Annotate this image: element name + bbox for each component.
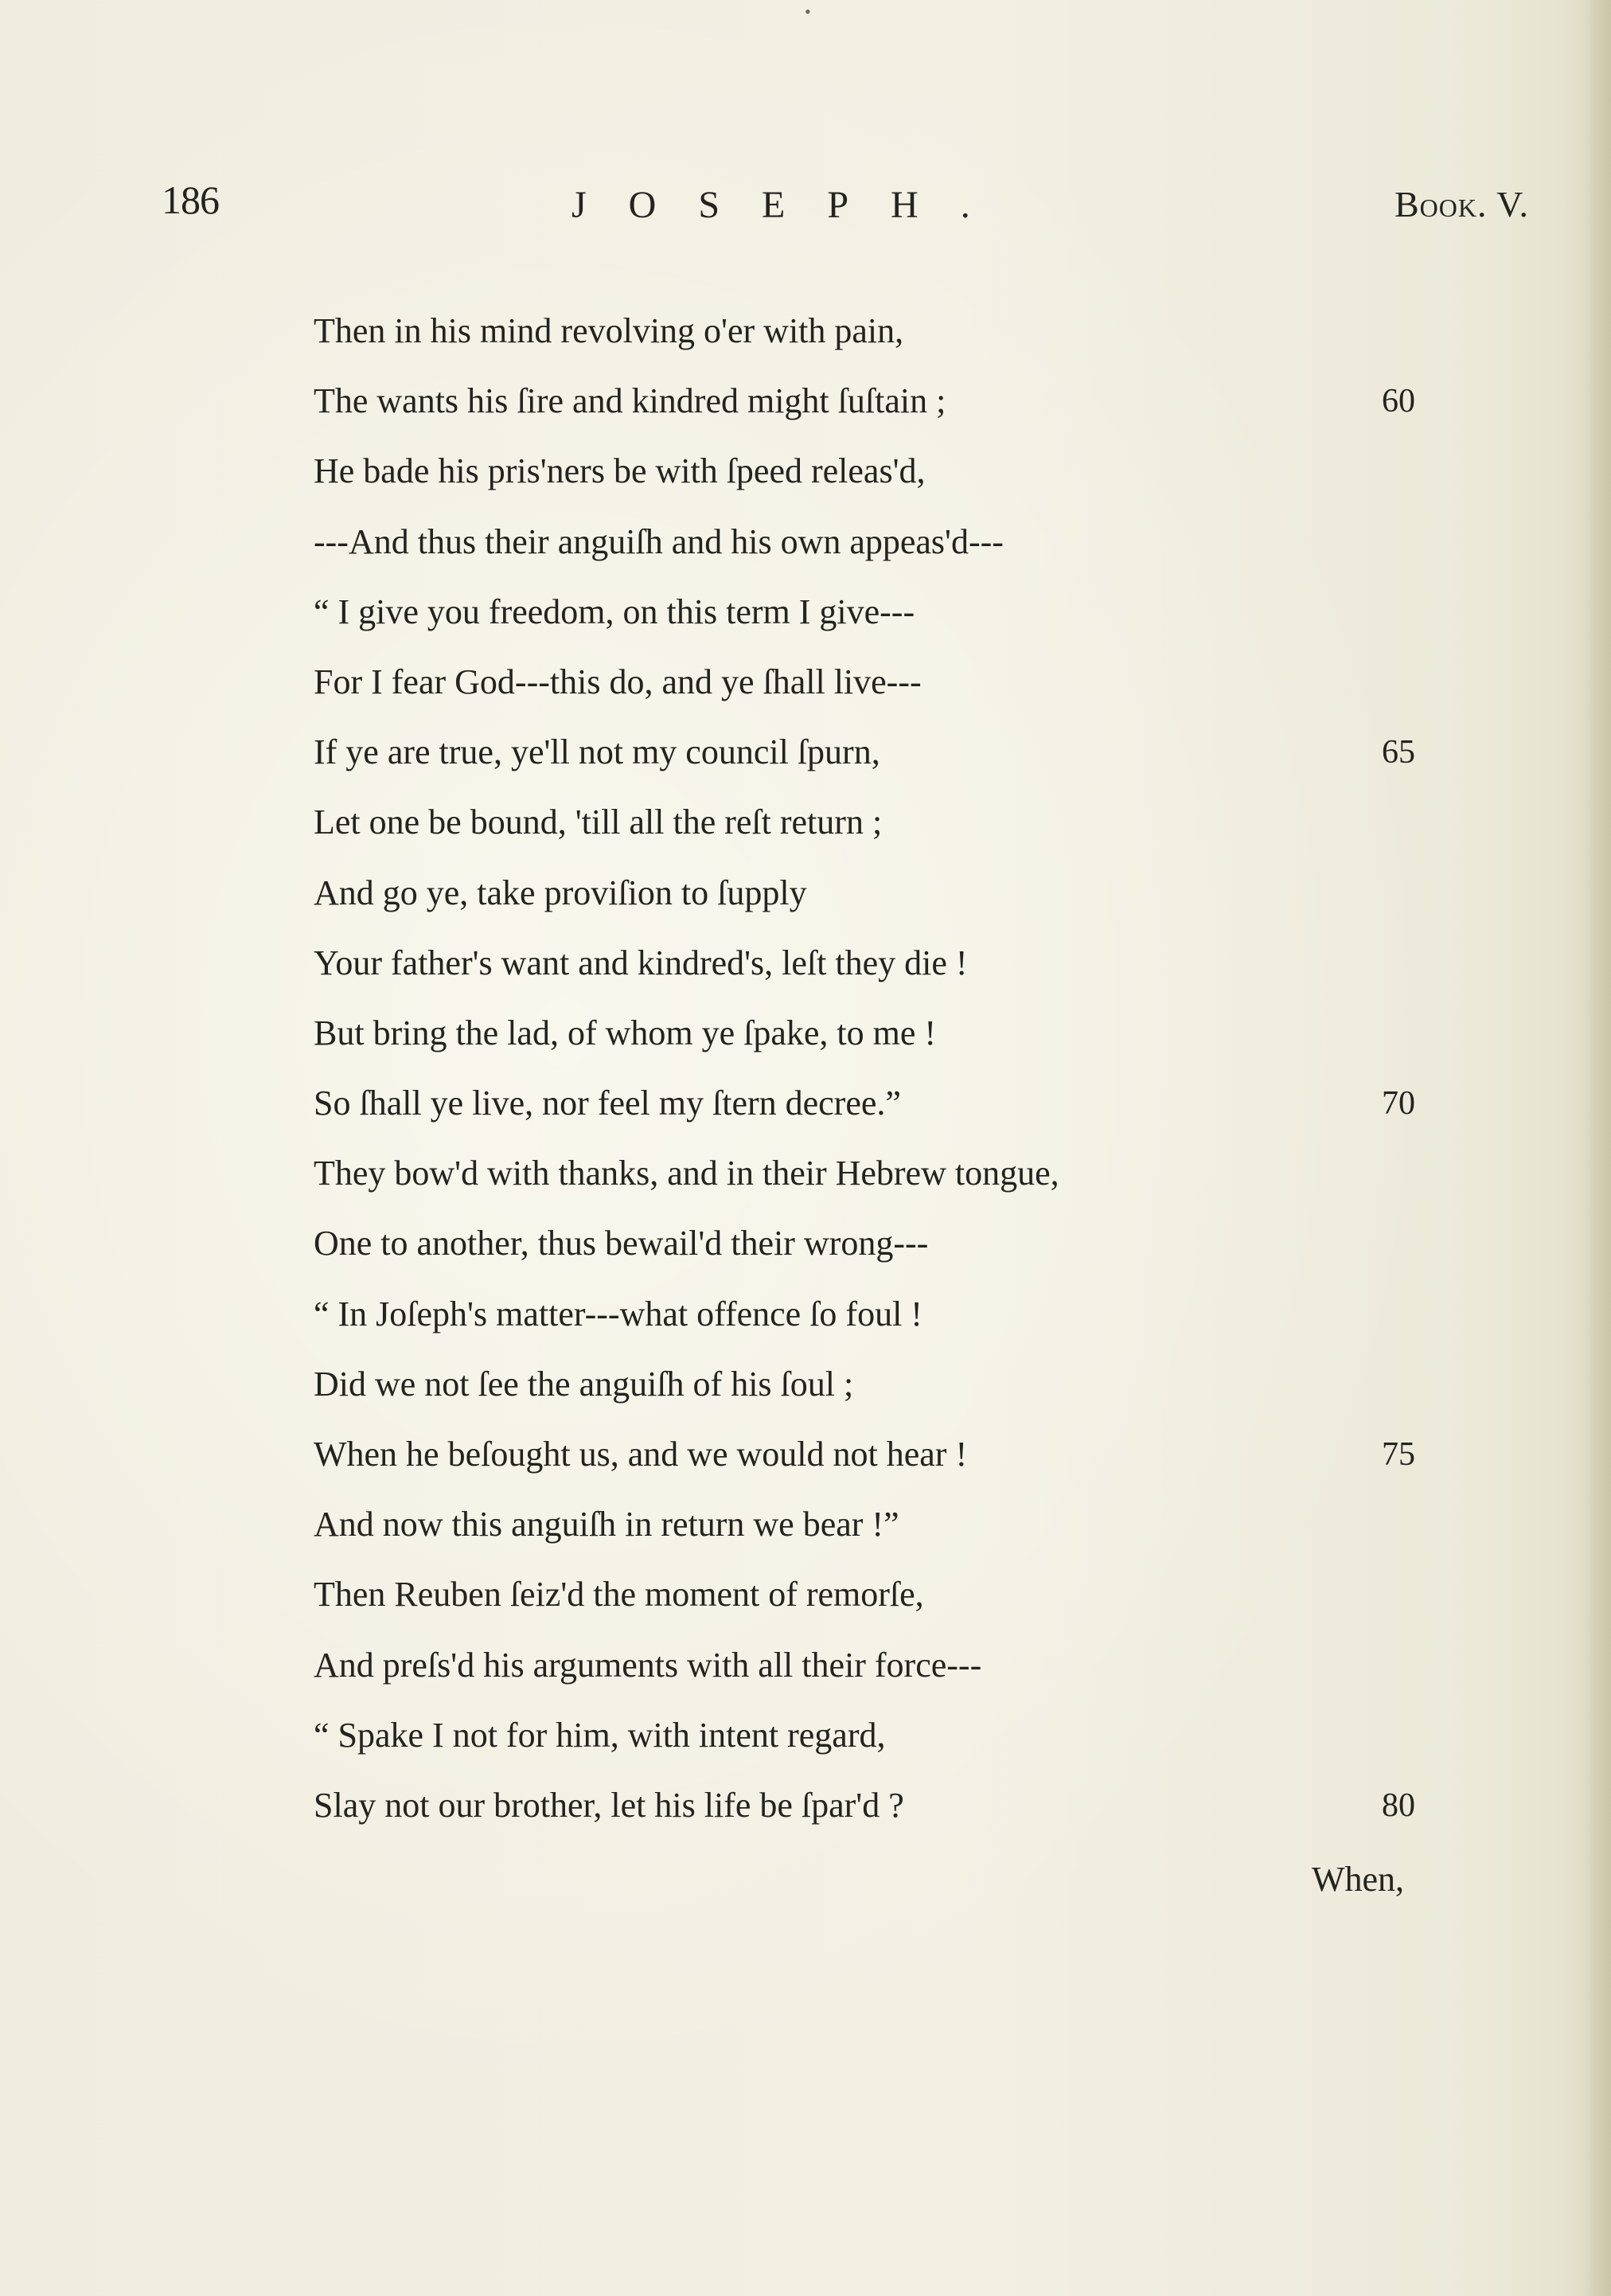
verse-line <box>314 1560 1444 1630</box>
verse-text: He bade his pris'ners be with ſpeed releas'd, <box>314 451 926 491</box>
verse-text: “ In Joſeph's matter---what offence ſo foul ! <box>314 1294 923 1333</box>
verse-text: Did we not ſee the anguiſh of his ſoul ; <box>314 1364 854 1404</box>
verse-text: ---And thus their anguiſh and his own appeas'd--- <box>314 521 1004 561</box>
verse-line <box>314 1279 1444 1349</box>
verse-text: Then in his mind revolving o'er with pain, <box>314 311 904 350</box>
verse-line <box>314 507 1444 577</box>
verse-text: And go ye, take proviſion to ſupply <box>314 873 807 912</box>
page-header <box>0 177 1611 240</box>
verse-line <box>314 1138 1444 1209</box>
verse-line <box>314 577 1444 647</box>
page-edge-shadow <box>1582 0 1611 2296</box>
line-number: 70 <box>1382 1085 1415 1123</box>
verse-text: Slay not our brother, let his life be ſpar'd ? <box>314 1785 904 1825</box>
verse-line <box>314 998 1444 1068</box>
verse-text: And now this anguiſh in return we bear !” <box>314 1505 899 1544</box>
verse-line <box>314 1419 1444 1490</box>
verse-text: One to another, thus bewail'd their wrong--- <box>314 1224 929 1263</box>
line-number: 80 <box>1382 1786 1415 1824</box>
line-number: 60 <box>1382 383 1415 420</box>
verse-text: The wants his ſire and kindred might ſuſtain ; <box>314 381 946 421</box>
verse-line <box>314 717 1444 787</box>
verse-text: So ſhall ye live, nor feel my ſtern decree.” <box>314 1084 901 1123</box>
verse-line <box>314 436 1444 506</box>
verse-line <box>314 1209 1444 1279</box>
line-number: 65 <box>1382 734 1415 771</box>
verse-block <box>314 296 1444 1841</box>
book-label: Book. V. <box>1395 184 1529 225</box>
verse-line <box>314 1630 1444 1701</box>
verse-text: Let one be bound, 'till all the reſt return ; <box>314 802 883 842</box>
verse-line <box>314 928 1444 998</box>
verse-text: But bring the lad, of whom ye ſpake, to me ! <box>314 1013 937 1052</box>
verse-line <box>314 296 1444 366</box>
verse-line <box>314 787 1444 857</box>
verse-line <box>314 1701 1444 1771</box>
verse-line <box>314 1068 1444 1138</box>
verse-text: When he beſought us, and we would not hear ! <box>314 1435 968 1474</box>
verse-text: “ I give you freedom, on this term I give--- <box>314 592 915 631</box>
verse-line <box>314 1771 1444 1841</box>
verse-text: If ye are true, ye'll not my council ſpurn, <box>314 732 880 772</box>
line-number: 75 <box>1382 1436 1415 1473</box>
verse-text: “ Spake I not for him, with intent regard, <box>314 1715 886 1755</box>
catchword: When, <box>1312 1860 1405 1899</box>
verse-text: And preſs'd his arguments with all their force--- <box>314 1645 982 1685</box>
page-number: 186 <box>162 178 219 222</box>
verse-text: For I fear God---this do, and ye ſhall live--- <box>314 662 922 701</box>
verse-text: They bow'd with thanks, and in their Hebrew tongue, <box>314 1154 1059 1193</box>
verse-line <box>314 858 1444 928</box>
verse-line <box>314 1349 1444 1419</box>
verse-line <box>314 366 1444 436</box>
verse-line <box>314 1490 1444 1560</box>
running-title: JOSEPH. <box>571 184 1012 226</box>
verse-text: Then Reuben ſeiz'd the moment of remorſe, <box>314 1575 924 1615</box>
ink-speck: • <box>805 2 811 21</box>
verse-line <box>314 647 1444 717</box>
verse-text: Your father's want and kindred's, leſt they die ! <box>314 943 968 982</box>
